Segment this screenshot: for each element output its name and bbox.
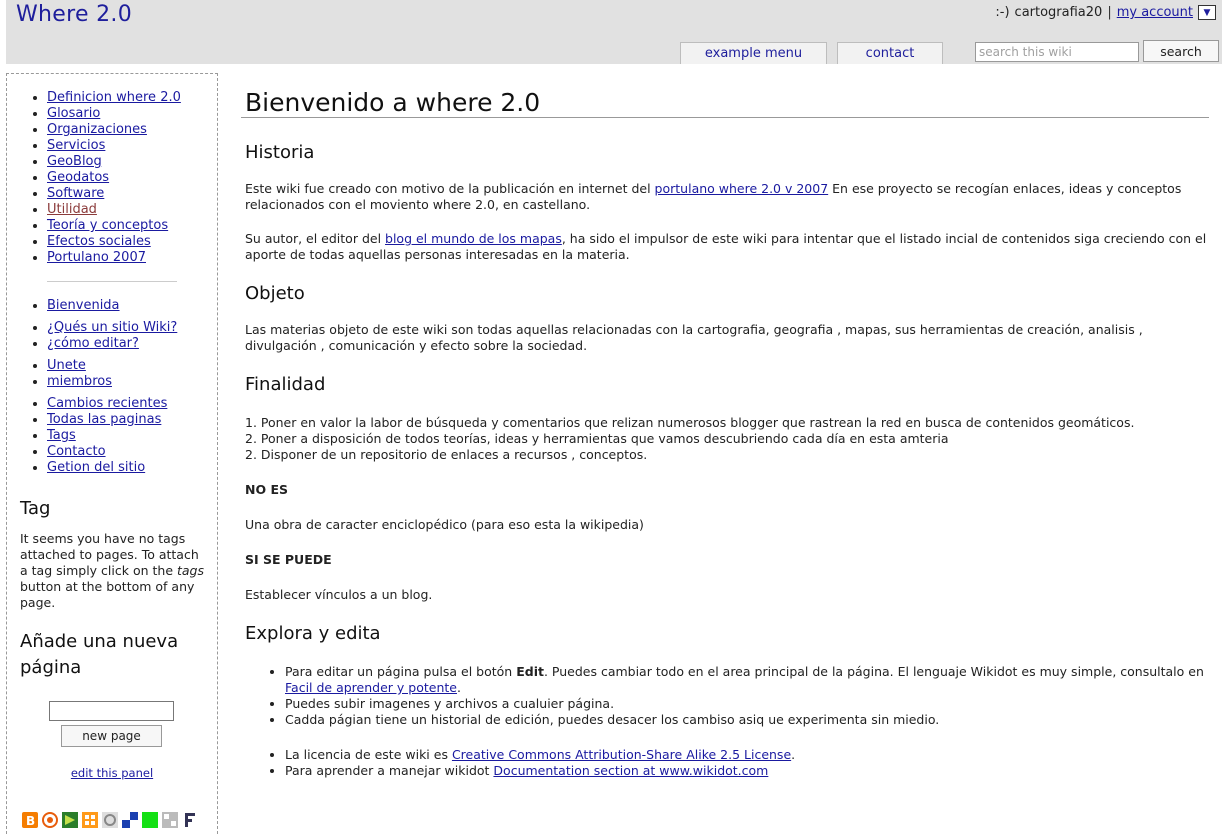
side-link-unete[interactable]: Unete [47, 358, 86, 373]
list-item [47, 396, 217, 412]
side-link-cambios[interactable]: Cambios recientes [47, 396, 168, 411]
si-se-puede-label: SI SE PUEDE [245, 552, 332, 567]
list-item [47, 154, 217, 170]
new-page-button[interactable]: new page [61, 725, 162, 747]
list-item [47, 186, 217, 202]
side-link-portulano[interactable]: Portulano 2007 [47, 250, 146, 265]
side-link-organizaciones[interactable]: Organizaciones [47, 122, 147, 137]
rss-orbit-icon[interactable] [42, 812, 58, 828]
orange-grid-icon[interactable] [82, 812, 98, 828]
side-link-geoblog[interactable]: GeoBlog [47, 154, 102, 169]
side-link-tags[interactable]: Tags [47, 428, 76, 443]
license-link[interactable]: Creative Commons Attribution-Share Alike 2.5 License [451, 747, 792, 762]
list-item [47, 320, 217, 336]
list-item: • Puedes subir imagenes y archivos a cualuier página. [285, 696, 1213, 712]
no-es-label: NO ES [245, 482, 288, 497]
blue-squares-icon[interactable] [122, 812, 138, 828]
finalidad-paragraph: 1. Poner en valor la labor de búsqueda y comentarios que relizan numerosos blogger que rastrean la red en busca de contenidos geomáticos. 2. Poner a disposición de todos teorías, ideas y herramientas que vamos descubriendo cada día en esta amteria 2. Disponer de un repositorio de enlaces a recursos , conceptos. [245, 415, 1135, 462]
side-divider [47, 281, 177, 282]
badge-row [22, 812, 198, 828]
side-link-efectos[interactable]: Efectos sociales [47, 234, 151, 249]
side-link-contacto[interactable]: Contacto [47, 444, 106, 459]
side-link-geodatos[interactable]: Geodatos [47, 170, 110, 185]
list-item [47, 358, 217, 374]
page-title: Bienvenido a where 2.0 [241, 88, 1209, 118]
no-es-text: Una obra de caracter enciclopédico (para eso esta la wikipedia) [245, 517, 644, 532]
gear-badge-icon[interactable] [102, 812, 118, 828]
search-input[interactable] [975, 42, 1139, 62]
blogger-icon[interactable] [22, 812, 38, 828]
user-smiley: :-) [995, 5, 1010, 20]
list-item: • Para editar un página pulsa el botón Edit. Puedes cambiar todo en el area principal de la página. El lenguaje Wikidot es muy simple, consultalo en Facil de aprender y potente. [285, 664, 1213, 696]
grid-badge-icon[interactable] [162, 812, 178, 828]
green-square-icon[interactable] [142, 812, 158, 828]
side-link-gestion[interactable]: Getion del sitio [47, 460, 146, 475]
account-bar [995, 5, 1216, 20]
side-menu-welcome [47, 298, 217, 314]
username: cartografia20 [1014, 5, 1103, 20]
objeto-heading: Objeto [245, 283, 305, 304]
license-list [285, 747, 1213, 779]
documentation-link[interactable]: Documentation section at www.wikidot.com [493, 763, 769, 778]
list-item: • Cadda págian tiene un historial de edición, puedes desacer los cambiso asiq ue experimenta sin miedio. [285, 712, 1213, 728]
green-flag-icon[interactable] [62, 812, 78, 828]
side-link-teoria[interactable]: Teoría y conceptos [47, 218, 169, 233]
contact-tab[interactable]: contact [837, 42, 943, 64]
list-item [47, 202, 217, 218]
list-item [47, 336, 217, 352]
explora-heading: Explora y edita [245, 623, 381, 644]
blog-mundo-mapas-link[interactable]: blog el mundo de los mapas [385, 231, 562, 246]
si-se-puede-text: Establecer vínculos a un blog. [245, 587, 433, 602]
tag-description: It seems you have no tags attached to pages. To attach a tag simply click on the tags button at the bottom of any page. [20, 531, 204, 610]
tag-heading: Tag [20, 498, 51, 519]
tags-word: tags [176, 563, 204, 578]
search-button[interactable]: search [1143, 40, 1219, 62]
side-menu-main [47, 90, 217, 266]
list-item [47, 412, 217, 428]
list-item [47, 106, 217, 122]
list-item [47, 218, 217, 234]
example-menu-tab[interactable]: example menu [680, 42, 827, 64]
account-dropdown-icon[interactable]: ▼ [1198, 5, 1216, 20]
side-link-glosario[interactable]: Glosario [47, 106, 101, 121]
list-item: • Para aprender a manejar wikidot Documentation section at www.wikidot.com [285, 763, 1213, 779]
list-item [47, 298, 217, 314]
list-item [47, 138, 217, 154]
site-title[interactable]: Where 2.0 [16, 2, 133, 27]
new-page-input[interactable] [49, 701, 174, 721]
historia-heading: Historia [245, 142, 315, 163]
main-content [245, 88, 1213, 779]
historia-paragraph-2: Su autor, el editor del blog el mundo de los mapas, ha sido el impulsor de este wiki para intentar que el listado incial de contenidos siga creciendo con el aporte de todas aquellas personas interesadas en la materia. [245, 231, 1207, 262]
side-link-como-editar[interactable]: ¿cómo editar? [47, 336, 139, 351]
side-link-utilidad[interactable]: Utilidad [47, 202, 97, 217]
edit-word: Edit [516, 664, 544, 679]
side-link-bienvenida[interactable]: Bienvenida [47, 298, 120, 313]
list-item [47, 122, 217, 138]
side-bar [6, 73, 218, 834]
my-account-link[interactable]: my account [1116, 5, 1193, 20]
header [6, 0, 1222, 64]
side-link-software[interactable]: Software [47, 186, 105, 201]
list-item [47, 234, 217, 250]
svg-text:B: B [26, 814, 36, 828]
new-page-heading: Añade una nueva página [20, 631, 179, 678]
list-item: • La licencia de este wiki es Creative Commons Attribution-Share Alike 2.5 License. [285, 747, 1213, 763]
list-item [47, 444, 217, 460]
historia-paragraph-1: Este wiki fue creado con motivo de la publicación en internet del portulano where 2.0 v 2007 En ese proyecto se recogían enlaces, ideas y conceptos relacionados con el moviento where 2.0, en castellano. [245, 181, 1182, 212]
list-item [47, 374, 217, 390]
objeto-paragraph: Las materias objeto de este wiki son todas aquellas relacionadas con la cartografia, geografia , mapas, sus herramientas de creación, analisis , divulgación , comunicación y efecto sobre la sociedad. [245, 322, 1143, 353]
list-item [47, 460, 217, 476]
list-item [47, 250, 217, 266]
account-separator: | [1107, 5, 1112, 20]
f-badge-icon[interactable] [182, 812, 198, 828]
side-menu-help [47, 320, 217, 352]
side-link-servicios[interactable]: Servicios [47, 138, 106, 153]
list-item [47, 428, 217, 444]
side-menu-site [47, 396, 217, 476]
side-link-todas-paginas[interactable]: Todas las paginas [47, 412, 162, 427]
side-link-miembros[interactable]: miembros [47, 374, 112, 389]
finalidad-heading: Finalidad [245, 374, 326, 395]
facil-aprender-link[interactable]: Facil de aprender y potente [285, 680, 457, 695]
edit-panel-link[interactable]: edit this panel [70, 766, 154, 780]
list-item [47, 90, 217, 106]
side-link-definicion[interactable]: Definicion where 2.0 [47, 90, 181, 105]
side-link-que-es-wiki[interactable]: ¿Qués un sitio Wiki? [47, 320, 178, 335]
side-menu-members [47, 358, 217, 390]
explora-list [285, 664, 1213, 728]
portulano-link[interactable]: portulano where 2.0 v 2007 [654, 181, 829, 196]
list-item [47, 170, 217, 186]
